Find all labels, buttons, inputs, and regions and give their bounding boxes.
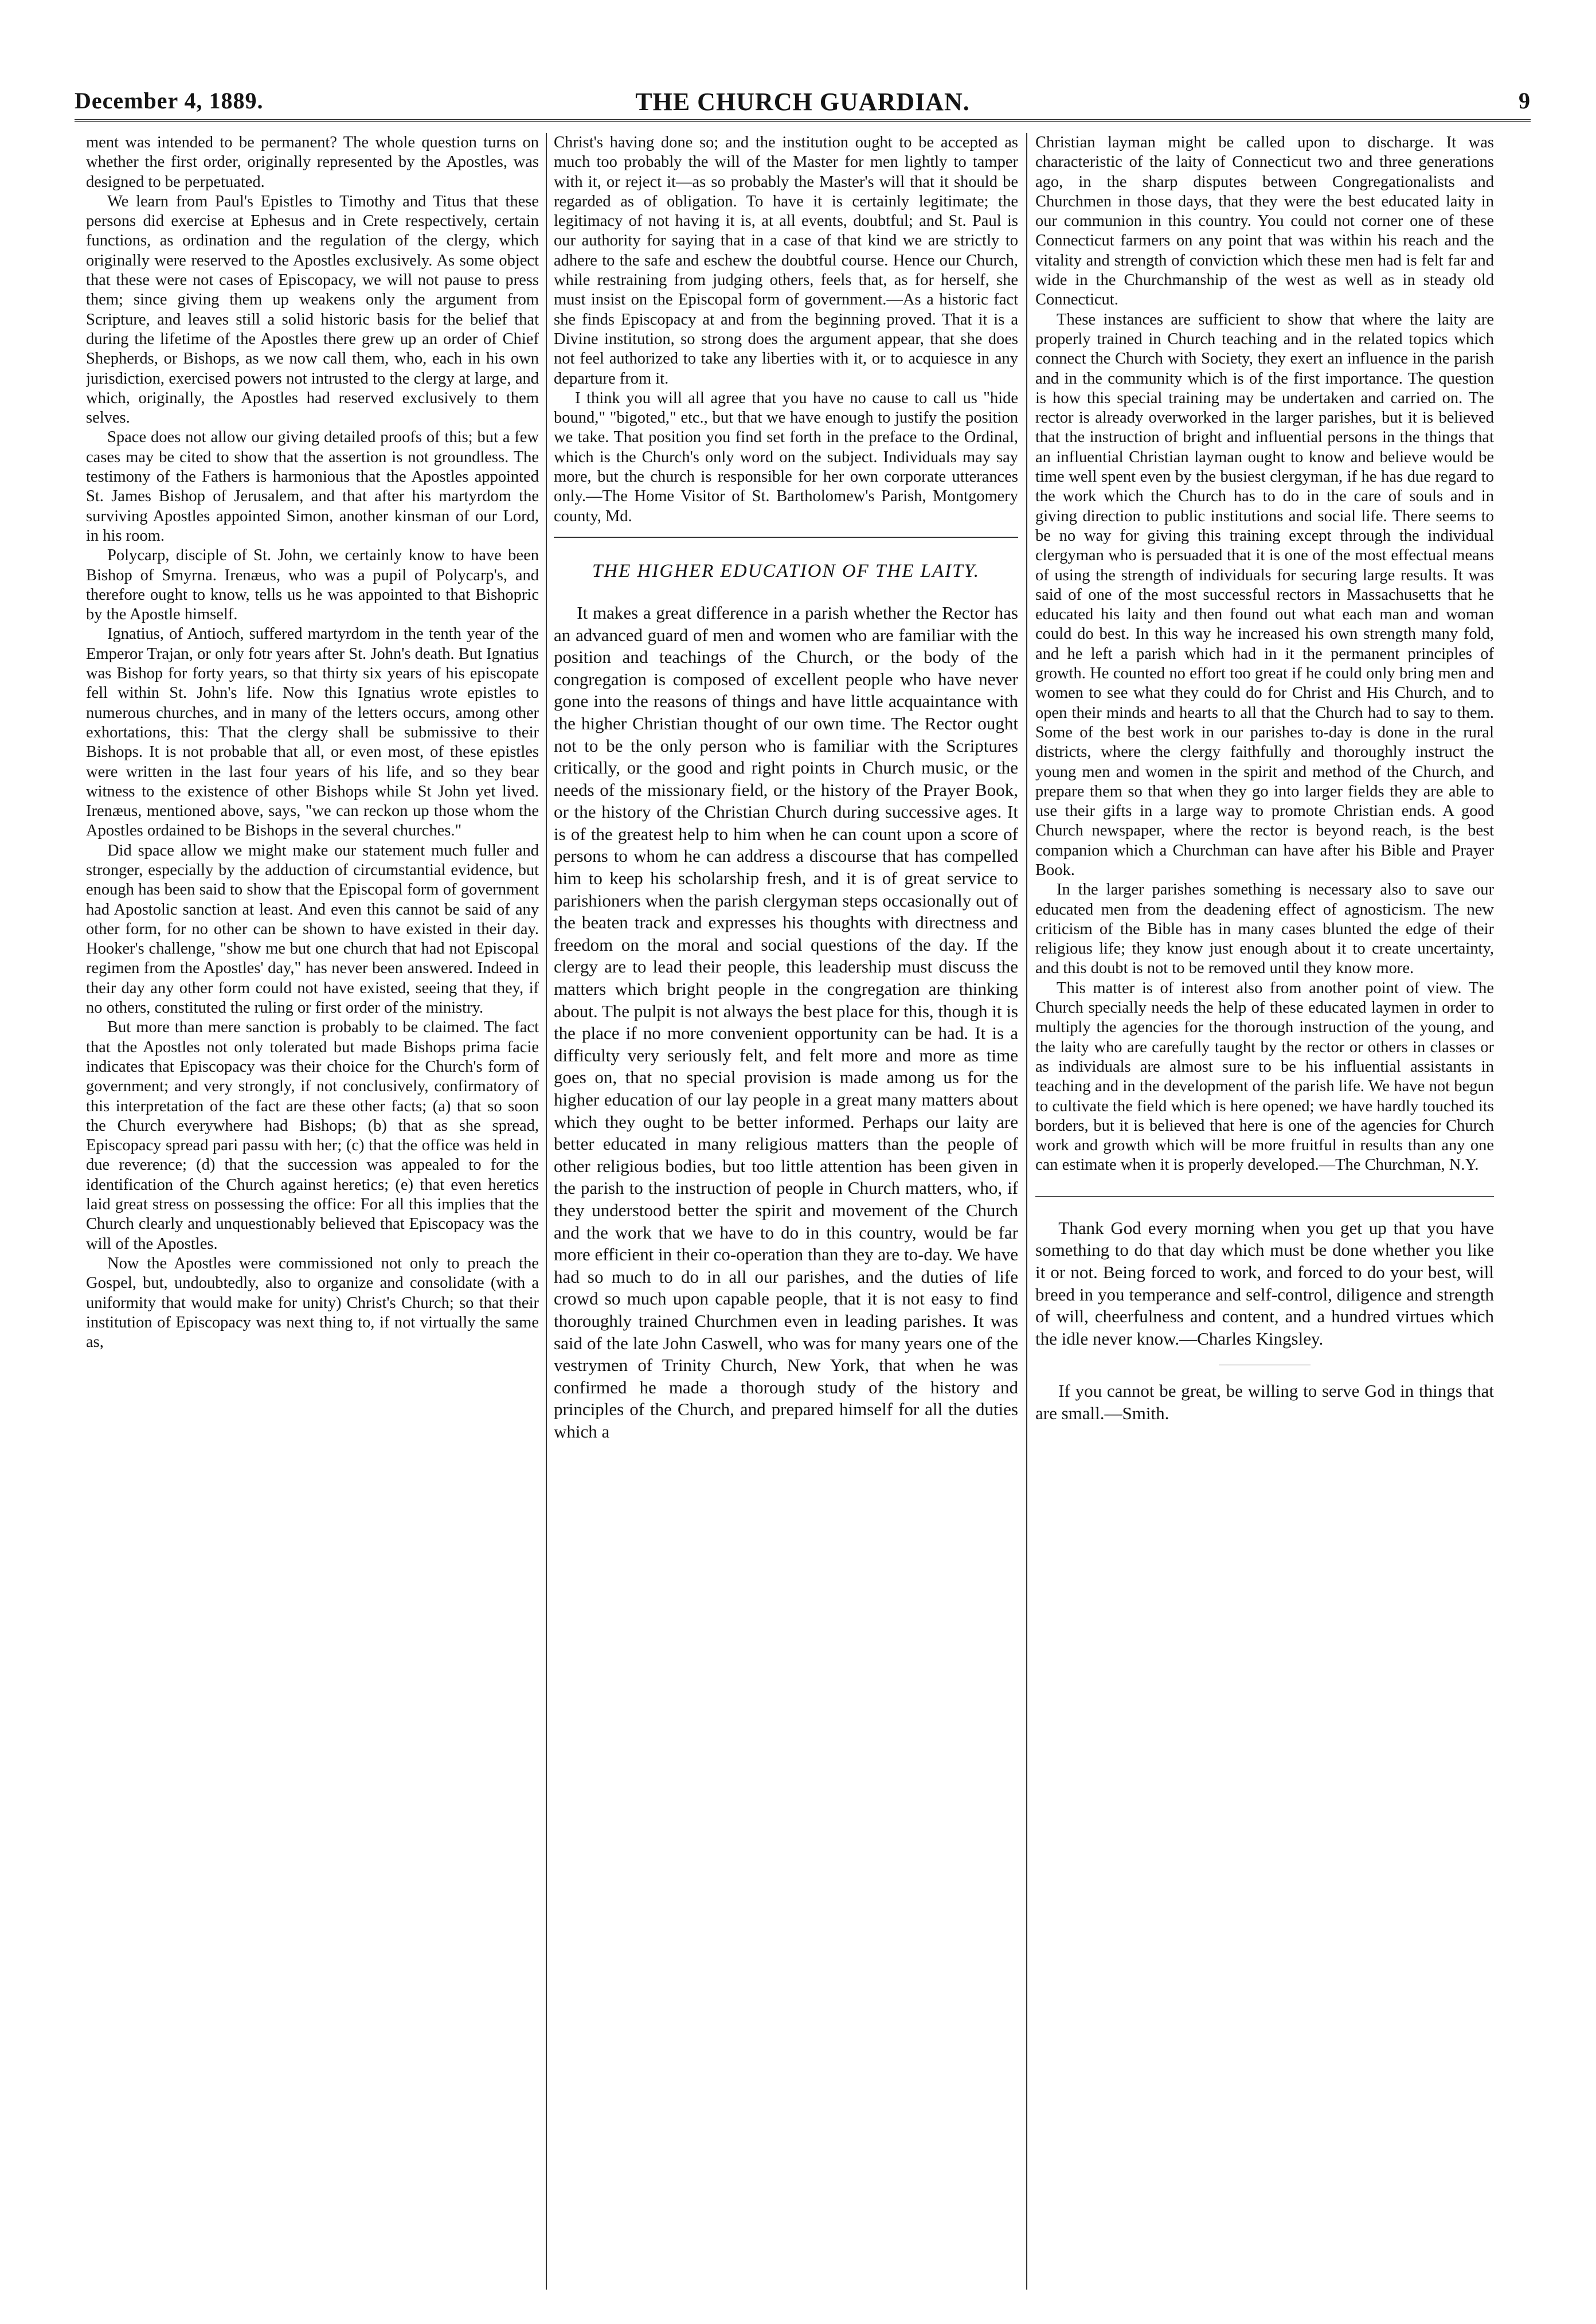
article-divider xyxy=(554,537,1018,538)
paragraph: We learn from Paul's Epistles to Timothy and Titus that these persons did exercise at Ephesus and in Crete respectively, certain functions, as ordination and the regulation of the clergy, which originally were reserved to the Apostles exclusively. As some object that these were not cases of Episcopacy, we will not pause to press them; since giving them up weakens only the argument from Scripture, and leaves still a solid historic basis for the belief that during the lifetime of the Apostles there grew up an order of Chief Shepherds, or Bishops, as we now call them, who, each in his own jurisdiction, exercised powers not intrusted to the clergy at large, and which, originally, the Apostles had reserved exclusively to them selves. xyxy=(86,192,539,427)
newspaper-title: THE CHURCH GUARDIAN. xyxy=(635,88,970,116)
paragraph: In the larger parishes something is necessary also to save our educated men from the deadening effect of agnosticism. The new criticism of the Bible has in many cases blunted the edge of their religious life; they know just enough about it to create uncertainty, and this doubt is not to be removed until they know more. xyxy=(1035,881,1494,978)
paragraph: Did space allow we might make our statement much fuller and stronger, especially by the adduction of circumstantial evidence, but enough has been said to show that the Episcopal form of government had Apostolic sanction at least. And even this cannot be said of any other form, for no other can be shown to have existed in their day. Hooker's challenge, "show me but one church that had not Episcopal regimen from the Apostles' day," has never been answered. Indeed in their day any other form could not have existed, seeing that they, if no others, constituted the ruling or first order of the ministry. xyxy=(86,841,539,1017)
kingsley-quote: Thank God every morning when you get up that you have something to do that day which must be done whether you like it or not. Being forced to work, and forced to do your best, will breed in you temperance and self-control, diligence and strength of will, cheerfulness and content, and a hundred virtues which the idle never know.—Charles Kingsley. xyxy=(1035,1217,1494,1349)
masthead xyxy=(75,85,1531,122)
page-number: 9 xyxy=(1519,88,1531,114)
paragraph: This matter is of interest also from another point of view. The Church specially needs the help of these educated laymen in order to multiply the agencies for the thorough instruction of the young, and the laity who are carefully taught by the rector or others in classes or as individuals are almost sure to be his influential assistants in teaching and in the development of the parish life. We have not begun to cultivate the field which is here opened; we have hardly touched its borders, but it is believed that here is one of the agencies for Church work and growth which will be more fruitful in results than any one can estimate when it is properly developed.—The Churchman, N.Y. xyxy=(1035,979,1494,1174)
paragraph: It makes a great difference in a parish whether the Rector has an advanced guard of men and women who are familiar with the position and teachings of the Church, or the body of the congregation is composed of excellent people who have never gone into the reasons of things and have little acquaintance with the higher Christian thought of our own time. The Rector ought not to be the only person who is familiar with the Scriptures critically, or the good and right points in Church music, or the needs of the missionary field, or the history of the Prayer Book, or the history of the Christian Church during successive ages. It is of the greatest help to him when he can count upon a score of persons to whom he can address a discourse that has compelled him to keep his scholarship fresh, and it is of great service to parishioners when the parish clergyman steps occasionally out of the beaten track and expresses his thoughts with directness and freedom on the moral and social questions of the day. If the clergy are to lead their people, this leadership must discuss the matters which bright people in the congregation are thinking about. The pulpit is not always the best place for this, though it is the place if no more convenient opportunity can be had. It is a difficulty very seriously felt, and felt more and more as time goes on, that no special provision is made among us for the higher education of our lay people in a great many matters about which they ought to be better informed. Perhaps our laity are better educated in many religious matters than the people of other religious bodies, but too little attention has been given in the parish to the instruction of people in Church matters, who, if they understood better the spirit and movement of the Church and the work that we have to do in this country, would be far more efficient in their co-operation than they are to-day. We have had so much to do in all our parishes, and the duties of life crowd so much upon capable people, that it is not easy to find thoroughly trained Churchmen even in leading parishes. It was said of the late John Caswell, who was for many years one of the vestrymen of Trinity Church, New York, that when he was confirmed he made a thorough study of the history and principles of the Church, and prepared himself for all the duties which a xyxy=(554,602,1018,1442)
paragraph: ment was intended to be permanent? The whole question turns on whether the first order, originally represented by the Apostles, was designed to be perpetuated. xyxy=(86,134,539,191)
paragraph: Christ's having done so; and the institution ought to be accepted as much too probably the will of the Master for men lightly to tamper with it, or reject it—as so probably the Master's will that it should be regarded as of obligation. To have it is certainly legitimate; the legitimacy of not having it is, at all events, doubtful; and St. Paul is our authority for saying that in a case of that kind we are strictly to adhere to the safe and eschew the doubtful course. Hence our Church, while restraining from judging others, feels that, as for herself, she must insist on the Episcopal form of government.—As a historic fact she finds Episcopacy at and from the beginning proved. That it is a Divine institution, so strong does the argument appear, that she does not feel authorized to take any liberties with it, or to acquiesce in any departure from it. xyxy=(554,134,1018,388)
paragraph: Christian layman might be called upon to discharge. It was characteristic of the laity of Connecticut two and three generations ago, in the sharp disputes between Congregationalists and Churchmen in those days, that they were the best educated laity in our communion in this country. You could not corner one of these Connecticut farmers on any point that was within his reach and the vitality and strength of conviction which these men had is felt far and wide in the Churchmanship of the west as well as in steady old Connecticut. xyxy=(1035,134,1494,309)
paragraph: Polycarp, disciple of St. John, we certainly know to have been Bishop of Smyrna. Irenæus, who was a pupil of Polycarp's, and therefore ought to know, tells us he was appointed to that Bishopric by the Apostle himself. xyxy=(86,546,539,624)
paragraph: Ignatius, of Antioch, suffered martyrdom in the tenth year of the Emperor Trajan, or only fotr years after St. John's death. But Ignatius was Bishop for forty years, so that thirty six years of his episcopate fell within St. John's life. Now this Ignatius wrote epistles to numerous churches, and in many of the letters occurs, among other exhortations, this: That the clergy shall be submissive to their Bishops. It is not probable that all, or even most, of these epistles were written in the last four years of his life, and so they bear witness to the existence of other Bishops while St John yet lived. Irenæus, mentioned above, says, "we can reckon up those whom the Apostles ordained to be Bishops in the several churches." xyxy=(86,625,539,840)
column-2 xyxy=(554,133,1018,2290)
paragraph: Space does not allow our giving detailed proofs of this; but a few cases may be cited to show that the assertion is not groundless. The testimony of the Fathers is harmonious that the Apostles appointed St. James Bishop of Jerusalem, and that after his martyrdom the surviving Apostles appointed Simon, another kinsman of our Lord, in his room. xyxy=(86,428,539,545)
column-1 xyxy=(86,133,539,2290)
column-rule xyxy=(546,133,547,2290)
quotations xyxy=(1035,1196,1494,1425)
column-3 xyxy=(1035,133,1494,2290)
issue-date: December 4, 1889. xyxy=(75,88,264,114)
paragraph: I think you will all agree that you have no cause to call us "hide bound," "bigoted," etc., but that we have enough to justify the position we take. That position you find set forth in the preface to the Ordinal, which is the Church's only word on the subject. Individuals may say more, but the church is responsible for her own corporate utterances only.—The Home Visitor of St. Bartholomew's Parish, Montgomery county, Md. xyxy=(554,389,1018,525)
paragraph: These instances are sufficient to show that where the laity are properly trained in Church teaching and in the related topics which connect the Church with Society, they exert an influence in the parish and in the community which is of the first importance. The question is how this special training may be undertaken and carried on. The rector is already overworked in the larger parishes, but it is believed that the instruction of bright and influential persons in the things that an influential Christian layman ought to know and believe would be time well spent even by the busiest clergyman, if he has due regard to the work which the Church has to do in the care of souls and in giving direction to public institutions and social life. There seems to be no way for giving this training except through the individual clergyman who is persuaded that it is one of the most effectual means of using the strength of individuals for securing large results. It was said of one of the most successful rectors in Massachusetts that he educated his laity and then found out what each man and woman could do best. In this way he increased his own strength many fold, and he left a parish which had in it the permanent principles of growth. He counted no effort too great if he could only bring men and women to see what they could do for Christ and His Church, and to open their minds and hearts to all that the Church had to say to them. Some of the best work in our parishes to-day is done in the rural districts, where the clergy faithfully and thoroughly instruct the young men and women in the spirit and method of the Church, and prepare them so that when they go into larger fields they are able to use their gifts in a large way to promote Christian ends. A good Church newspaper, where the rector is beyond reach, is the best companion which a Churchman can have after his Bible and Prayer Book. xyxy=(1035,310,1494,879)
paragraph: But more than mere sanction is probably to be claimed. The fact that the Apostles not only tolerated but made Bishops prima facie indicates that Episcopacy was their choice for the Church's form of government; and very strongly, if not conclusively, confirmatory of this interpretation of the fact are these other facts; (a) that so soon the Church everywhere had Bishops; (b) that as she spread, Episcopacy spread pari passu with her; (c) that the office was held in due reverence; (d) that the succession was appealed to for the identification of the Church against heretics; (e) that even heretics laid great stress on possessing the office: For all this implies that the Church clearly and unquestionably believed that Episcopacy was the will of the Apostles. xyxy=(86,1018,539,1253)
column-rule xyxy=(1026,133,1027,2290)
paragraph: Now the Apostles were commissioned not only to preach the Gospel, but, undoubtedly, also to organize and consolidate (with a uniformity that would make for unity) Christ's Church; so that their institution of Episcopacy was next thing to, if not virtually the same as, xyxy=(86,1254,539,1352)
smith-quote: If you cannot be great, be willing to serve God in things that are small.—Smith. xyxy=(1035,1381,1494,1423)
article-title: THE HIGHER EDUCATION OF THE LAITY. xyxy=(592,560,980,581)
